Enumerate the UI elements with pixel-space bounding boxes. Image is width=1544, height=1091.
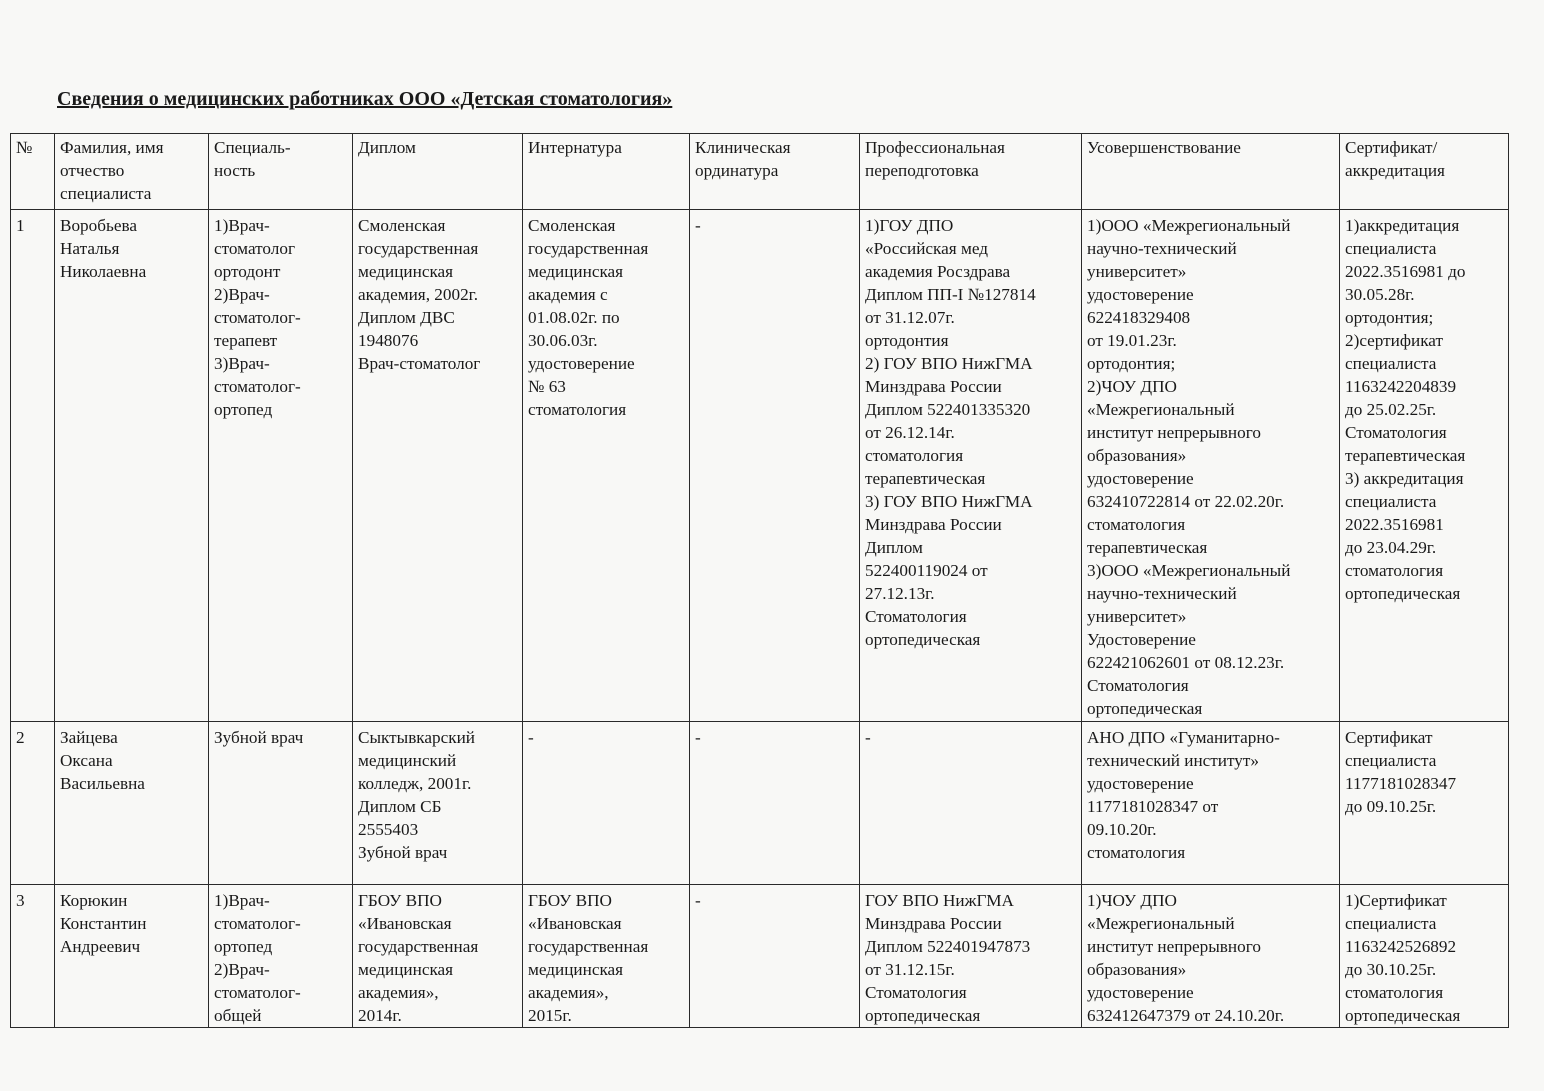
header-internship: Интернатура [523, 134, 690, 210]
cell-name: Воробьева Наталья Николаевна [55, 210, 209, 722]
header-diploma: Диплом [353, 134, 523, 210]
cell-retraining: ГОУ ВПО НижГМА Минздрава России Диплом 522401947873 от 31.12.15г. Стоматология ортопедическая [860, 885, 1082, 1028]
header-retraining: Профессиональная переподготовка [860, 134, 1082, 210]
page-title: Сведения о медицинских работниках ООО «Детская стоматология» [57, 88, 673, 110]
cell-internship: Смоленская государственная медицинская академия с 01.08.02г. по 30.06.03г. удостоверение № 63 стоматология [523, 210, 690, 722]
cell-num: 3 [11, 885, 55, 1028]
cell-diploma: Смоленская государственная медицинская академия, 2002г. Диплом ДВС 1948076 Врач-стоматолог [353, 210, 523, 722]
cell-specialty: Зубной врач [209, 722, 353, 885]
table-row [11, 722, 1509, 885]
table-header-row [11, 134, 1509, 210]
header-certificate: Сертификат/ аккредитация [1340, 134, 1509, 210]
cell-specialty: 1)Врач- стоматолог- ортопед 2)Врач- стоматолог- общей [209, 885, 353, 1028]
cell-residency: - [690, 210, 860, 722]
cell-diploma: Сыктывкарский медицинский колледж, 2001г. Диплом СБ 2555403 Зубной врач [353, 722, 523, 885]
cell-internship: - [523, 722, 690, 885]
cell-internship: ГБОУ ВПО «Ивановская государственная медицинская академия», 2015г. [523, 885, 690, 1028]
cell-specialty: 1)Врач- стоматолог ортодонт 2)Врач- стоматолог- терапевт 3)Врач- стоматолог- ортопед [209, 210, 353, 722]
cell-advanced-training: АНО ДПО «Гуманитарно- технический институт» удостоверение 1177181028347 от 09.10.20г. стоматология [1082, 722, 1340, 885]
cell-num: 2 [11, 722, 55, 885]
header-advanced-training: Усовершенствование [1082, 134, 1340, 210]
cell-certificate: 1)аккредитация специалиста 2022.3516981 до 30.05.28г. ортодонтия; 2)сертификат специалиста 1163242204839 до 25.02.25г. Стоматология терапевтическая 3) аккредитация специалиста 2022.3516981 до 23.04.29г. стоматология ортопедическая [1340, 210, 1509, 722]
cell-name: Корюкин Константин Андреевич [55, 885, 209, 1028]
cell-num: 1 [11, 210, 55, 722]
cell-retraining: 1)ГОУ ДПО «Российская мед академия Росздрава Диплом ПП-I №127814 от 31.12.07г. ортодонтия 2) ГОУ ВПО НижГМА Минздрава России Диплом 522401335320 от 26.12.14г. стоматология терапевтическая 3) ГОУ ВПО НижГМА Минздрава России Диплом 522400119024 от 27.12.13г. Стоматология ортопедическая [860, 210, 1082, 722]
staff-table [10, 133, 1509, 1028]
header-name: Фамилия, имя отчество специалиста [55, 134, 209, 210]
table-row [11, 210, 1509, 722]
cell-residency: - [690, 722, 860, 885]
cell-residency: - [690, 885, 860, 1028]
header-specialty: Специаль- ность [209, 134, 353, 210]
header-residency: Клиническая ординатура [690, 134, 860, 210]
cell-advanced-training: 1)ЧОУ ДПО «Межрегиональный институт непрерывного образования» удостоверение 632412647379 от 24.10.20г. [1082, 885, 1340, 1028]
cell-advanced-training: 1)ООО «Межрегиональный научно-технический университет» удостоверение 622418329408 от 19.01.23г. ортодонтия; 2)ЧОУ ДПО «Межрегиональный институт непрерывного образования» удостоверение 632410722814 от 22.02.20г. стоматология терапевтическая 3)ООО «Межрегиональный научно-технический университет» Удостоверение 622421062601 от 08.12.23г. Стоматология ортопедическая [1082, 210, 1340, 722]
table-row [11, 885, 1509, 1028]
cell-retraining: - [860, 722, 1082, 885]
cell-certificate: 1)Сертификат специалиста 1163242526892 до 30.10.25г. стоматология ортопедическая [1340, 885, 1509, 1028]
header-num: № [11, 134, 55, 210]
cell-name: Зайцева Оксана Васильевна [55, 722, 209, 885]
cell-diploma: ГБОУ ВПО «Ивановская государственная медицинская академия», 2014г. [353, 885, 523, 1028]
cell-certificate: Сертификат специалиста 1177181028347 до 09.10.25г. [1340, 722, 1509, 885]
